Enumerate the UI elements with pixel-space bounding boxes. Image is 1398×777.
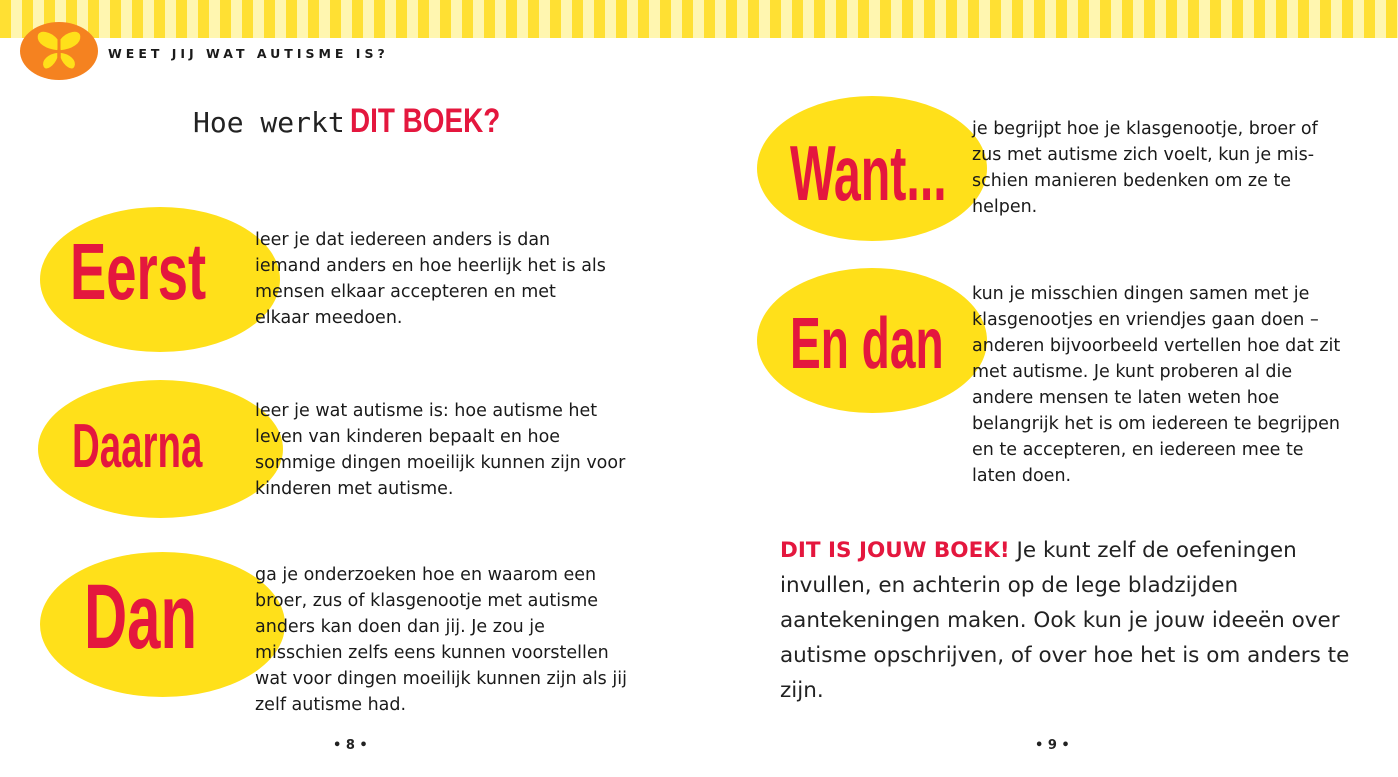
section-word-en-dan: En dan	[790, 304, 944, 384]
page-number-right: • 9 •	[1035, 738, 1070, 753]
section-text-daarna: leer je wat autisme is: hoe autisme het leven van kinderen bepaalt en hoe sommige dingen moeilijk kunnen zijn voor kinderen met autisme.	[255, 401, 626, 499]
title-part-1: Hoe werkt	[193, 106, 345, 139]
section-word-dan: Dan	[84, 566, 197, 668]
title-part-2: DIT BOEK?	[349, 102, 501, 140]
closing-paragraph	[780, 533, 1370, 708]
closing-text: Je kunt zelf de oefeningen invullen, en achterin op de lege bladzijden aantekeningen maken. Ook kun je jouw ideeën over autisme opschrijven, of over hoe het is om anders te zijn.	[780, 538, 1350, 703]
page-number-left: • 8 •	[333, 738, 368, 753]
section-text-want: je begrijpt hoe je klasgenootje, broer of zus met autisme zich voelt, kun je mis-schien manieren bedenken om ze te helpen.	[972, 119, 1318, 217]
page-title	[193, 102, 533, 141]
section-word-daarna: Daarna	[72, 412, 203, 481]
section-word-eerst: Eerst	[70, 227, 207, 316]
section-text-dan: ga je onderzoeken hoe en waarom een broer, zus of klasgenootje met autisme anders kan doen dan jij. Je zou je misschien zelfs eens kunnen voorstellen wat voor dingen moeilijk kunnen zijn als jij zelf autisme had.	[255, 565, 627, 715]
section-text-en-dan: kun je misschien dingen samen met je klasgenootjes en vriendjes gaan doen – anderen bijvoorbeeld vertellen hoe dat zit met autisme. Je kunt proberen al die andere mensen te laten weten hoe belangrijk het is om iedereen te begrijpen en te accepteren, en iedereen mee te laten doen.	[972, 284, 1341, 486]
running-header: WEET JIJ WAT AUTISME IS?	[108, 46, 389, 61]
butterfly-icon	[34, 28, 84, 74]
section-text-eerst: leer je dat iedereen anders is dan iemand anders en hoe heerlijk het is als mensen elkaar accepteren en met elkaar meedoen.	[255, 230, 606, 328]
striped-header-band	[0, 0, 1398, 38]
closing-highlight: DIT IS JOUW BOEK!	[780, 538, 1010, 563]
section-word-want: Want...	[790, 129, 947, 217]
logo-badge	[20, 22, 98, 80]
